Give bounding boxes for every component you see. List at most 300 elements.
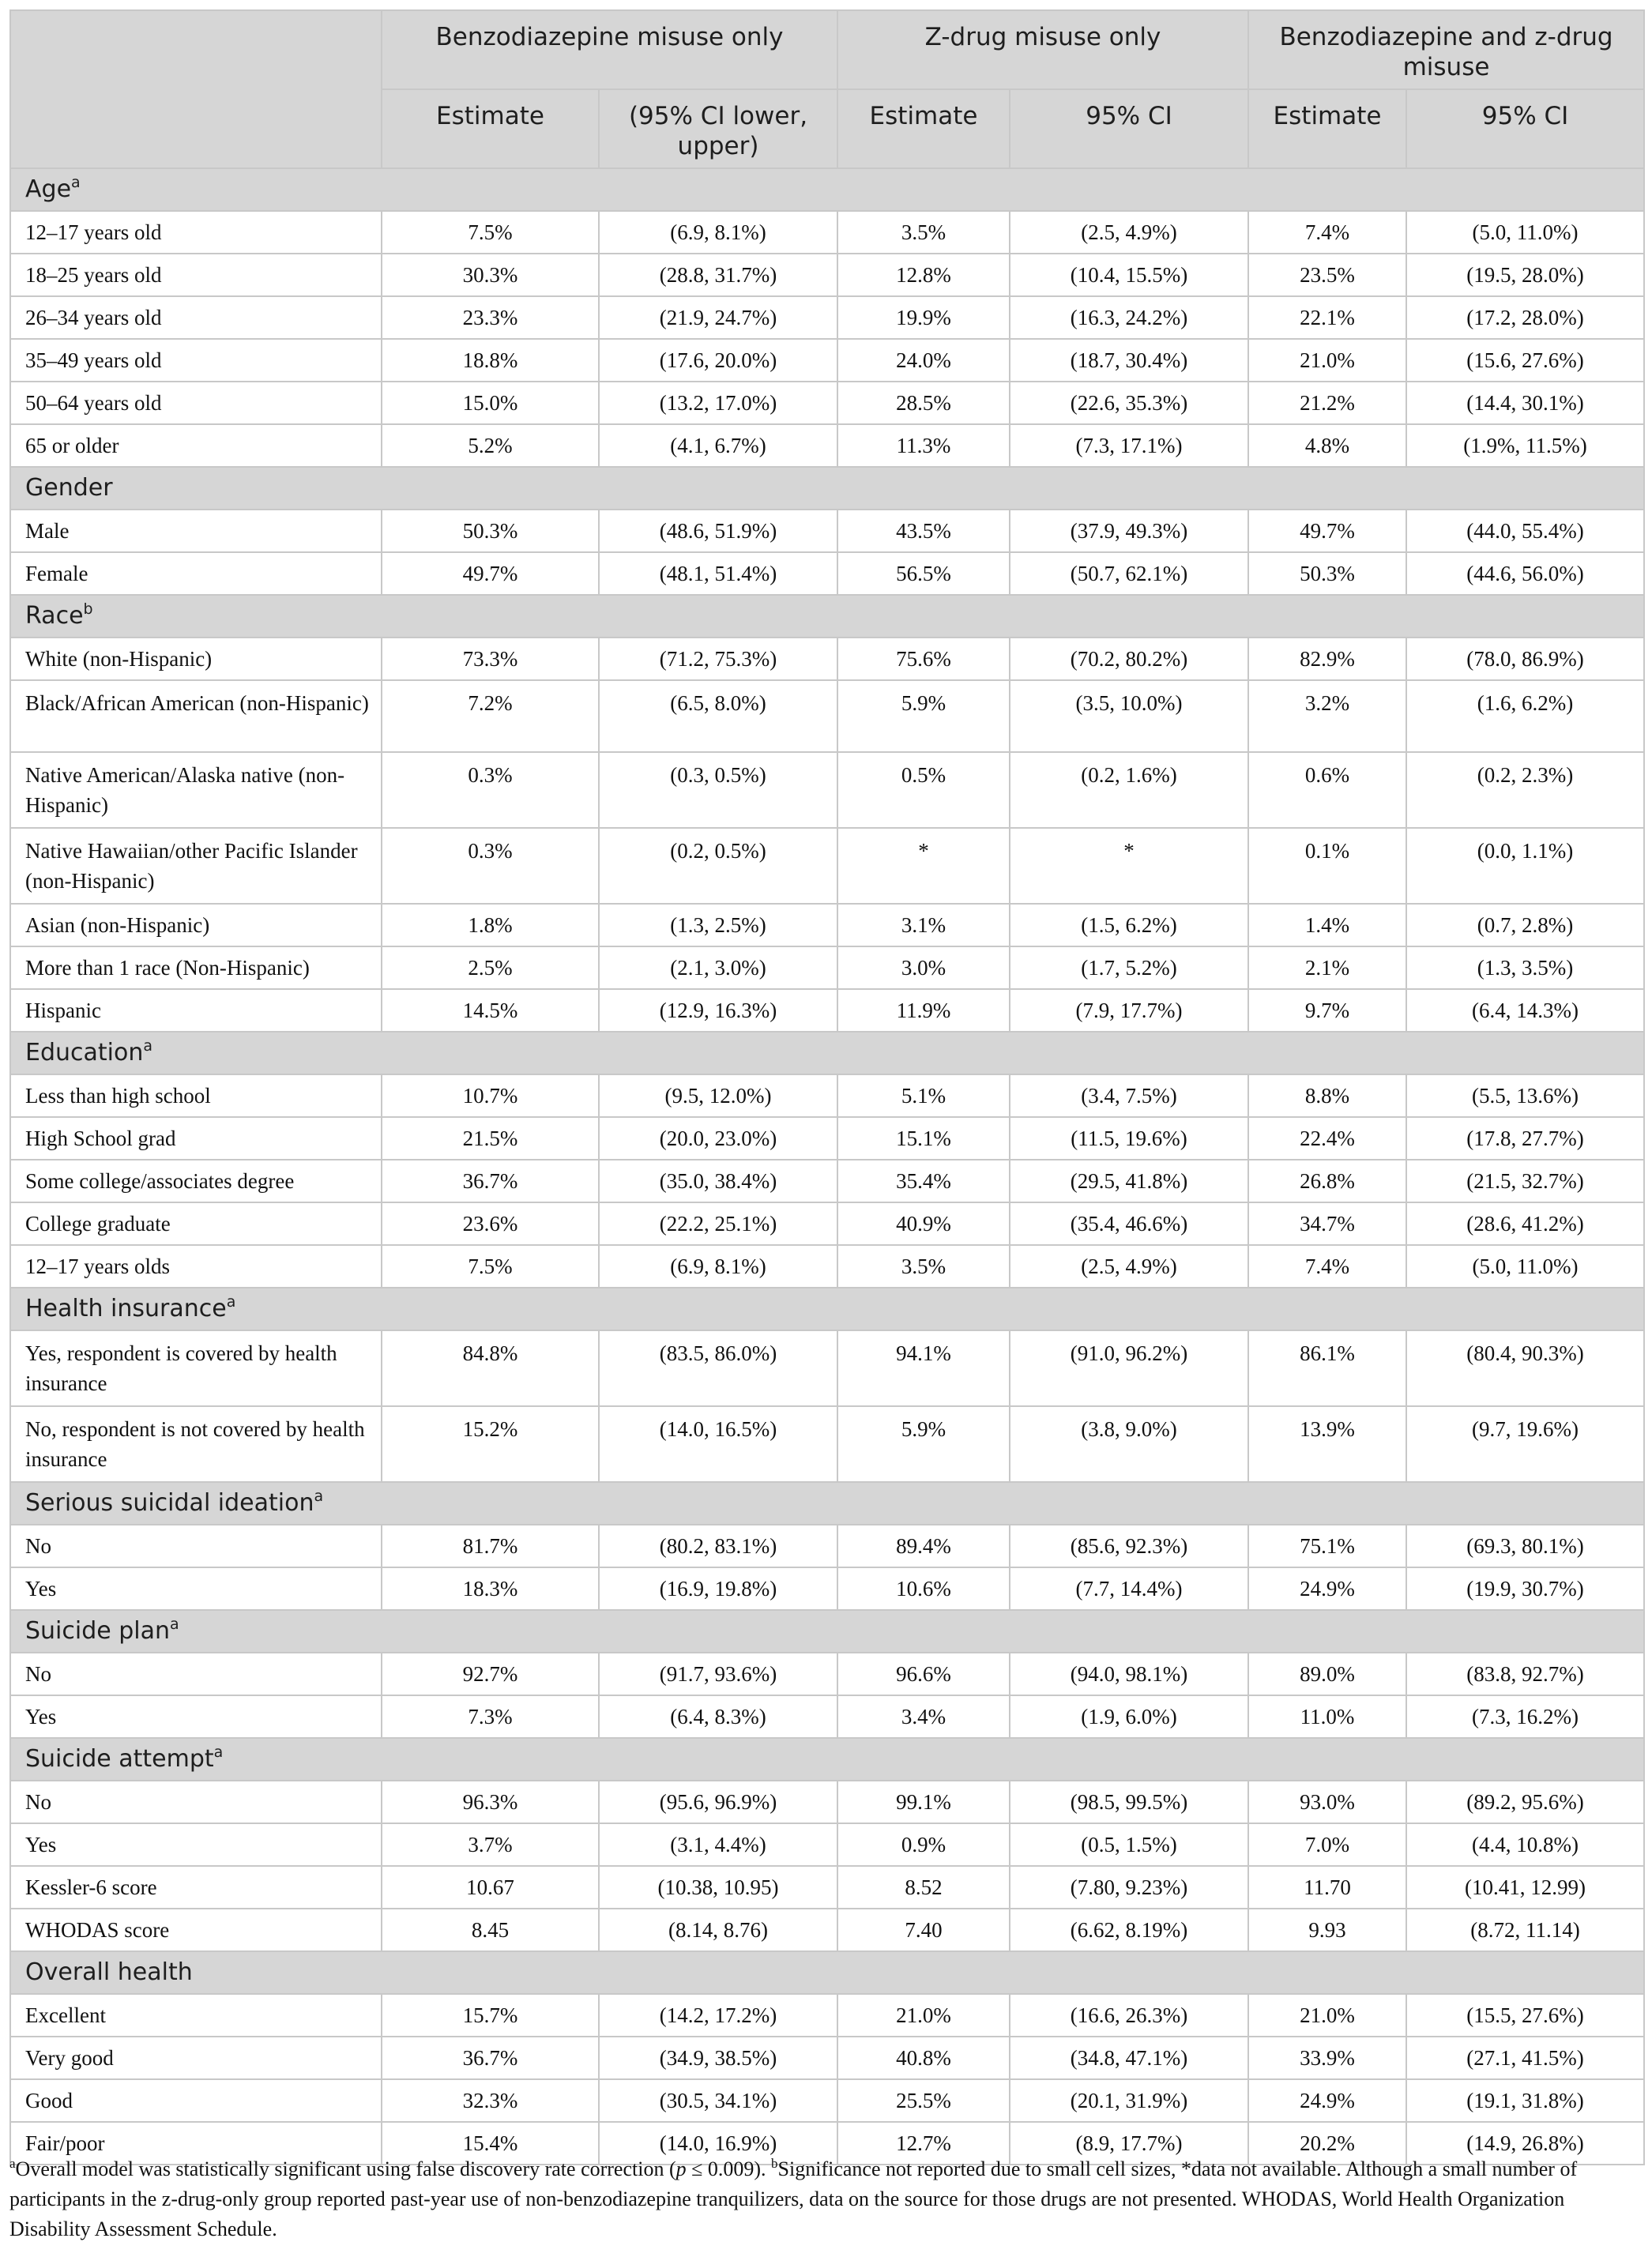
estimate-cell: 12.7% <box>837 2122 1010 2165</box>
ci-cell: (4.1, 6.7%) <box>599 424 837 467</box>
table-row <box>10 1330 1644 1406</box>
subheader-estimate: Estimate <box>837 89 1010 168</box>
estimate-cell: 99.1% <box>837 1781 1010 1823</box>
ci-cell: (7.3, 16.2%) <box>1406 1695 1644 1738</box>
estimate-cell: 10.6% <box>837 1567 1010 1610</box>
section-footnote-mark: a <box>213 1744 224 1761</box>
table-row <box>10 1653 1644 1695</box>
table-row <box>10 1160 1644 1202</box>
estimate-cell: 5.9% <box>837 1406 1010 1482</box>
table-row <box>10 1994 1644 2037</box>
section-header-row <box>10 1482 1644 1525</box>
section-title-text: Suicide plan <box>25 1617 171 1645</box>
estimate-cell: 81.7% <box>382 1525 599 1567</box>
section-footnote-mark: a <box>314 1488 324 1505</box>
ci-cell: (0.3, 0.5%) <box>599 752 837 828</box>
group-header-both: Benzodiazepine and z-drug misuse <box>1248 10 1644 89</box>
ci-cell: (6.4, 8.3%) <box>599 1695 837 1738</box>
estimate-cell: 5.1% <box>837 1074 1010 1117</box>
ci-cell: (14.4, 30.1%) <box>1406 382 1644 424</box>
ci-cell: (4.4, 10.8%) <box>1406 1823 1644 1866</box>
ci-cell: (80.2, 83.1%) <box>599 1525 837 1567</box>
estimate-cell: 23.5% <box>1248 254 1406 296</box>
ci-cell: (15.6, 27.6%) <box>1406 339 1644 382</box>
ci-cell: (98.5, 99.5%) <box>1010 1781 1248 1823</box>
estimate-cell: 93.0% <box>1248 1781 1406 1823</box>
estimate-cell: 34.7% <box>1248 1202 1406 1245</box>
ci-cell: (34.9, 38.5%) <box>599 2037 837 2079</box>
section-title <box>10 1738 1644 1781</box>
ci-cell: (10.41, 12.99) <box>1406 1866 1644 1909</box>
table-footnote <box>9 2154 1643 2244</box>
table-row <box>10 2037 1644 2079</box>
estimate-cell: 9.93 <box>1248 1909 1406 1951</box>
row-label: Yes <box>10 1567 382 1610</box>
header-corner <box>10 10 382 168</box>
ci-cell: (14.2, 17.2%) <box>599 1994 837 2037</box>
ci-cell: (28.8, 31.7%) <box>599 254 837 296</box>
ci-cell: (5.0, 11.0%) <box>1406 211 1644 254</box>
row-label: Hispanic <box>10 989 382 1032</box>
estimate-cell: 5.2% <box>382 424 599 467</box>
table-container <box>9 9 1643 2165</box>
ci-cell: (21.9, 24.7%) <box>599 296 837 339</box>
ci-cell: (89.2, 95.6%) <box>1406 1781 1644 1823</box>
estimate-cell: 14.5% <box>382 989 599 1032</box>
estimate-cell: 86.1% <box>1248 1330 1406 1406</box>
ci-cell: (3.8, 9.0%) <box>1010 1406 1248 1482</box>
ci-cell: (5.0, 11.0%) <box>1406 1245 1644 1288</box>
estimate-cell: 30.3% <box>382 254 599 296</box>
subheader-estimate: Estimate <box>1248 89 1406 168</box>
estimate-cell: 7.4% <box>1248 1245 1406 1288</box>
ci-cell: (7.7, 14.4%) <box>1010 1567 1248 1610</box>
row-label: 65 or older <box>10 424 382 467</box>
ci-cell: (29.5, 41.8%) <box>1010 1160 1248 1202</box>
estimate-cell: 23.6% <box>382 1202 599 1245</box>
ci-cell: (1.6, 6.2%) <box>1406 680 1644 752</box>
ci-cell: (3.4, 7.5%) <box>1010 1074 1248 1117</box>
row-label: Yes <box>10 1695 382 1738</box>
estimate-cell: 21.0% <box>1248 1994 1406 2037</box>
section-title-text: Gender <box>25 474 113 502</box>
ci-cell: (1.7, 5.2%) <box>1010 946 1248 989</box>
ci-cell: (48.1, 51.4%) <box>599 552 837 595</box>
estimate-cell: 89.0% <box>1248 1653 1406 1695</box>
row-label: No <box>10 1653 382 1695</box>
ci-cell: (0.2, 1.6%) <box>1010 752 1248 828</box>
row-label: Native American/Alaska native (non-Hispanic) <box>10 752 382 828</box>
ci-cell: (16.6, 26.3%) <box>1010 1994 1248 2037</box>
ci-cell: (18.7, 30.4%) <box>1010 339 1248 382</box>
subheader-ci: 95% CI <box>1406 89 1644 168</box>
ci-cell: (48.6, 51.9%) <box>599 510 837 552</box>
ci-cell: (28.6, 41.2%) <box>1406 1202 1644 1245</box>
subheader-ci: 95% CI <box>1010 89 1248 168</box>
table-row <box>10 1245 1644 1288</box>
footnote-b-text: Significance not reported due to small cell sizes, *data not available. Although a small number of participants in the z-drug-only group reported past-year use of non-benzodiazepine tranquilizers, data on the source for those drugs are not presented. WHODAS, World Health Organization Disability Assessment Schedule. <box>9 2157 1578 2240</box>
ci-cell: (8.9, 17.7%) <box>1010 2122 1248 2165</box>
estimate-cell: 7.5% <box>382 1245 599 1288</box>
estimate-cell: 22.4% <box>1248 1117 1406 1160</box>
ci-cell: (69.3, 80.1%) <box>1406 1525 1644 1567</box>
table-row <box>10 1866 1644 1909</box>
ci-cell: (20.0, 23.0%) <box>599 1117 837 1160</box>
estimate-cell: 9.7% <box>1248 989 1406 1032</box>
estimate-cell: 7.3% <box>382 1695 599 1738</box>
estimate-cell: 15.4% <box>382 2122 599 2165</box>
ci-cell: (0.7, 2.8%) <box>1406 904 1644 946</box>
estimate-cell: 1.4% <box>1248 904 1406 946</box>
estimate-cell: 35.4% <box>837 1160 1010 1202</box>
ci-cell: (19.5, 28.0%) <box>1406 254 1644 296</box>
estimate-cell: 50.3% <box>382 510 599 552</box>
estimate-cell: 3.7% <box>382 1823 599 1866</box>
ci-cell: (16.9, 19.8%) <box>599 1567 837 1610</box>
ci-cell: (7.3, 17.1%) <box>1010 424 1248 467</box>
table-row <box>10 296 1644 339</box>
row-label: 18–25 years old <box>10 254 382 296</box>
section-header-row <box>10 1032 1644 1074</box>
estimate-cell: 73.3% <box>382 638 599 680</box>
estimate-cell: 24.9% <box>1248 2079 1406 2122</box>
subheader-estimate: Estimate <box>382 89 599 168</box>
estimate-cell: 84.8% <box>382 1330 599 1406</box>
estimate-cell: * <box>837 828 1010 904</box>
ci-cell: (8.14, 8.76) <box>599 1909 837 1951</box>
section-header-row <box>10 1951 1644 1994</box>
section-title <box>10 1288 1644 1330</box>
row-label: Kessler-6 score <box>10 1866 382 1909</box>
row-label: WHODAS score <box>10 1909 382 1951</box>
ci-cell: (22.2, 25.1%) <box>599 1202 837 1245</box>
ci-cell: (27.1, 41.5%) <box>1406 2037 1644 2079</box>
ci-cell: (0.5, 1.5%) <box>1010 1823 1248 1866</box>
estimate-cell: 20.2% <box>1248 2122 1406 2165</box>
footnote-a-threshold: ≤ 0.009). <box>686 2157 772 2180</box>
estimate-cell: 0.6% <box>1248 752 1406 828</box>
estimate-cell: 0.3% <box>382 828 599 904</box>
ci-cell: (3.5, 10.0%) <box>1010 680 1248 752</box>
section-header-row <box>10 467 1644 510</box>
estimate-cell: 13.9% <box>1248 1406 1406 1482</box>
row-label: Male <box>10 510 382 552</box>
estimate-cell: 5.9% <box>837 680 1010 752</box>
ci-cell: (37.9, 49.3%) <box>1010 510 1248 552</box>
ci-cell: (20.1, 31.9%) <box>1010 2079 1248 2122</box>
ci-cell: (83.5, 86.0%) <box>599 1330 837 1406</box>
footnote-a-text: Overall model was statistically significant using false discovery rate correction ( <box>15 2157 676 2180</box>
ci-cell: (1.5, 6.2%) <box>1010 904 1248 946</box>
ci-cell: (8.72, 11.14) <box>1406 1909 1644 1951</box>
table-body <box>10 168 1644 2165</box>
estimate-cell: 50.3% <box>1248 552 1406 595</box>
estimate-cell: 3.5% <box>837 1245 1010 1288</box>
ci-cell: (44.6, 56.0%) <box>1406 552 1644 595</box>
table-row <box>10 989 1644 1032</box>
ci-cell: (2.1, 3.0%) <box>599 946 837 989</box>
estimate-cell: 49.7% <box>1248 510 1406 552</box>
footnote-mark-a: a <box>9 2156 16 2171</box>
section-title-text: Health insurance <box>25 1295 227 1322</box>
estimate-cell: 21.5% <box>382 1117 599 1160</box>
table-row <box>10 638 1644 680</box>
row-label: 12–17 years old <box>10 211 382 254</box>
ci-cell: (17.6, 20.0%) <box>599 339 837 382</box>
estimate-cell: 11.0% <box>1248 1695 1406 1738</box>
row-label: 50–64 years old <box>10 382 382 424</box>
estimate-cell: 21.0% <box>1248 339 1406 382</box>
estimate-cell: 96.3% <box>382 1781 599 1823</box>
row-label: Native Hawaiian/other Pacific Islander (non-Hispanic) <box>10 828 382 904</box>
row-label: Female <box>10 552 382 595</box>
estimate-cell: 7.40 <box>837 1909 1010 1951</box>
section-title-text: Suicide attempt <box>25 1745 214 1773</box>
estimate-cell: 7.4% <box>1248 211 1406 254</box>
estimate-cell: 22.1% <box>1248 296 1406 339</box>
estimate-cell: 4.8% <box>1248 424 1406 467</box>
table-row <box>10 211 1644 254</box>
ci-cell: (0.2, 2.3%) <box>1406 752 1644 828</box>
ci-cell: (94.0, 98.1%) <box>1010 1653 1248 1695</box>
ci-cell: (83.8, 92.7%) <box>1406 1653 1644 1695</box>
ci-cell: (21.5, 32.7%) <box>1406 1160 1644 1202</box>
estimate-cell: 15.2% <box>382 1406 599 1482</box>
table-row <box>10 1117 1644 1160</box>
table-row <box>10 1525 1644 1567</box>
table-row <box>10 1781 1644 1823</box>
row-label: High School grad <box>10 1117 382 1160</box>
ci-cell: (34.8, 47.1%) <box>1010 2037 1248 2079</box>
table-row <box>10 510 1644 552</box>
row-label: Excellent <box>10 1994 382 2037</box>
estimate-cell: 94.1% <box>837 1330 1010 1406</box>
estimate-cell: 36.7% <box>382 2037 599 2079</box>
estimate-cell: 40.9% <box>837 1202 1010 1245</box>
section-title <box>10 1482 1644 1525</box>
estimate-cell: 23.3% <box>382 296 599 339</box>
table-row <box>10 752 1644 828</box>
estimate-cell: 10.67 <box>382 1866 599 1909</box>
ci-cell: (6.9, 8.1%) <box>599 1245 837 1288</box>
ci-cell: (12.9, 16.3%) <box>599 989 837 1032</box>
estimate-cell: 40.8% <box>837 2037 1010 2079</box>
table-row <box>10 1567 1644 1610</box>
table-row <box>10 1695 1644 1738</box>
estimate-cell: 18.3% <box>382 1567 599 1610</box>
ci-cell: (9.7, 19.6%) <box>1406 1406 1644 1482</box>
estimate-cell: 96.6% <box>837 1653 1010 1695</box>
ci-cell: (1.9%, 11.5%) <box>1406 424 1644 467</box>
estimate-cell: 11.9% <box>837 989 1010 1032</box>
table-row <box>10 828 1644 904</box>
estimate-cell: 2.1% <box>1248 946 1406 989</box>
estimate-cell: 33.9% <box>1248 2037 1406 2079</box>
section-header-row <box>10 1610 1644 1653</box>
estimate-cell: 0.1% <box>1248 828 1406 904</box>
section-footnote-mark: a <box>71 174 81 191</box>
ci-cell: (2.5, 4.9%) <box>1010 211 1248 254</box>
table-row <box>10 946 1644 989</box>
section-footnote-mark: a <box>143 1037 153 1055</box>
footnote-mark-b: b <box>771 2156 778 2171</box>
estimate-cell: 0.5% <box>837 752 1010 828</box>
row-label: No <box>10 1781 382 1823</box>
ci-cell: * <box>1010 828 1248 904</box>
table-row <box>10 1202 1644 1245</box>
row-label: 26–34 years old <box>10 296 382 339</box>
ci-cell: (15.5, 27.6%) <box>1406 1994 1644 2037</box>
estimate-cell: 24.9% <box>1248 1567 1406 1610</box>
ci-cell: (7.9, 17.7%) <box>1010 989 1248 1032</box>
section-title <box>10 1951 1644 1994</box>
ci-cell: (44.0, 55.4%) <box>1406 510 1644 552</box>
estimate-cell: 25.5% <box>837 2079 1010 2122</box>
ci-cell: (6.9, 8.1%) <box>599 211 837 254</box>
ci-cell: (17.2, 28.0%) <box>1406 296 1644 339</box>
estimate-cell: 19.9% <box>837 296 1010 339</box>
table-row <box>10 339 1644 382</box>
ci-cell: (13.2, 17.0%) <box>599 382 837 424</box>
section-footnote-mark: a <box>170 1616 179 1633</box>
estimate-cell: 7.0% <box>1248 1823 1406 1866</box>
estimate-cell: 1.8% <box>382 904 599 946</box>
ci-cell: (14.0, 16.9%) <box>599 2122 837 2165</box>
row-label: 35–49 years old <box>10 339 382 382</box>
table-row <box>10 1406 1644 1482</box>
ci-cell: (6.4, 14.3%) <box>1406 989 1644 1032</box>
ci-cell: (7.80, 9.23%) <box>1010 1866 1248 1909</box>
estimate-cell: 18.8% <box>382 339 599 382</box>
estimate-cell: 24.0% <box>837 339 1010 382</box>
table-row <box>10 1909 1644 1951</box>
row-label: No, respondent is not covered by health insurance <box>10 1406 382 1482</box>
section-header-row <box>10 595 1644 638</box>
table-row <box>10 904 1644 946</box>
estimate-cell: 82.9% <box>1248 638 1406 680</box>
ci-cell: (19.1, 31.8%) <box>1406 2079 1644 2122</box>
data-table <box>9 9 1645 2165</box>
table-row <box>10 1823 1644 1866</box>
section-header-row <box>10 168 1644 211</box>
ci-cell: (0.2, 0.5%) <box>599 828 837 904</box>
estimate-cell: 36.7% <box>382 1160 599 1202</box>
table-row <box>10 254 1644 296</box>
ci-cell: (71.2, 75.3%) <box>599 638 837 680</box>
ci-cell: (2.5, 4.9%) <box>1010 1245 1248 1288</box>
section-title-text: Overall health <box>25 1958 193 1986</box>
ci-cell: (3.1, 4.4%) <box>599 1823 837 1866</box>
section-title-text: Serious suicidal ideation <box>25 1489 314 1517</box>
section-title <box>10 1032 1644 1074</box>
row-label: Fair/poor <box>10 2122 382 2165</box>
table-row <box>10 552 1644 595</box>
estimate-cell: 15.7% <box>382 1994 599 2037</box>
estimate-cell: 12.8% <box>837 254 1010 296</box>
row-label: Black/African American (non-Hispanic) <box>10 680 382 752</box>
table-row <box>10 382 1644 424</box>
estimate-cell: 28.5% <box>837 382 1010 424</box>
section-title-text: Education <box>25 1039 144 1066</box>
section-title <box>10 168 1644 211</box>
estimate-cell: 0.9% <box>837 1823 1010 1866</box>
section-title <box>10 595 1644 638</box>
estimate-cell: 0.3% <box>382 752 599 828</box>
row-label: More than 1 race (Non-Hispanic) <box>10 946 382 989</box>
ci-cell: (0.0, 1.1%) <box>1406 828 1644 904</box>
ci-cell: (35.0, 38.4%) <box>599 1160 837 1202</box>
estimate-cell: 92.7% <box>382 1653 599 1695</box>
estimate-cell: 11.70 <box>1248 1866 1406 1909</box>
row-label: Yes, respondent is covered by health insurance <box>10 1330 382 1406</box>
section-title <box>10 467 1644 510</box>
ci-cell: (85.6, 92.3%) <box>1010 1525 1248 1567</box>
ci-cell: (91.7, 93.6%) <box>599 1653 837 1695</box>
row-label: No <box>10 1525 382 1567</box>
ci-cell: (14.0, 16.5%) <box>599 1406 837 1482</box>
estimate-cell: 11.3% <box>837 424 1010 467</box>
row-label: White (non-Hispanic) <box>10 638 382 680</box>
estimate-cell: 56.5% <box>837 552 1010 595</box>
subheader-ci: (95% CI lower, upper) <box>599 89 837 168</box>
group-header-benzo: Benzodiazepine misuse only <box>382 10 837 89</box>
estimate-cell: 7.2% <box>382 680 599 752</box>
ci-cell: (10.38, 10.95) <box>599 1866 837 1909</box>
estimate-cell: 2.5% <box>382 946 599 989</box>
estimate-cell: 43.5% <box>837 510 1010 552</box>
ci-cell: (1.3, 3.5%) <box>1406 946 1644 989</box>
row-label: 12–17 years olds <box>10 1245 382 1288</box>
ci-cell: (1.3, 2.5%) <box>599 904 837 946</box>
estimate-cell: 8.52 <box>837 1866 1010 1909</box>
ci-cell: (19.9, 30.7%) <box>1406 1567 1644 1610</box>
estimate-cell: 3.1% <box>837 904 1010 946</box>
estimate-cell: 8.8% <box>1248 1074 1406 1117</box>
section-header-row <box>10 1288 1644 1330</box>
estimate-cell: 8.45 <box>382 1909 599 1951</box>
row-label: Good <box>10 2079 382 2122</box>
ci-cell: (17.8, 27.7%) <box>1406 1117 1644 1160</box>
row-label: College graduate <box>10 1202 382 1245</box>
estimate-cell: 21.0% <box>837 1994 1010 2037</box>
estimate-cell: 3.0% <box>837 946 1010 989</box>
estimate-cell: 75.1% <box>1248 1525 1406 1567</box>
estimate-cell: 15.1% <box>837 1117 1010 1160</box>
ci-cell: (6.62, 8.19%) <box>1010 1909 1248 1951</box>
row-label: Less than high school <box>10 1074 382 1117</box>
section-title <box>10 1610 1644 1653</box>
ci-cell: (14.9, 26.8%) <box>1406 2122 1644 2165</box>
estimate-cell: 10.7% <box>382 1074 599 1117</box>
section-footnote-mark: b <box>83 600 93 618</box>
section-footnote-mark: a <box>226 1293 236 1311</box>
table-row <box>10 1074 1644 1117</box>
ci-cell: (50.7, 62.1%) <box>1010 552 1248 595</box>
ci-cell: (10.4, 15.5%) <box>1010 254 1248 296</box>
ci-cell: (78.0, 86.9%) <box>1406 638 1644 680</box>
row-label: Yes <box>10 1823 382 1866</box>
section-title-text: Race <box>25 602 84 630</box>
estimate-cell: 32.3% <box>382 2079 599 2122</box>
footnote-p-symbol: p <box>675 2157 687 2180</box>
estimate-cell: 3.2% <box>1248 680 1406 752</box>
ci-cell: (22.6, 35.3%) <box>1010 382 1248 424</box>
table-header <box>10 10 1644 168</box>
estimate-cell: 75.6% <box>837 638 1010 680</box>
estimate-cell: 89.4% <box>837 1525 1010 1567</box>
ci-cell: (11.5, 19.6%) <box>1010 1117 1248 1160</box>
ci-cell: (5.5, 13.6%) <box>1406 1074 1644 1117</box>
